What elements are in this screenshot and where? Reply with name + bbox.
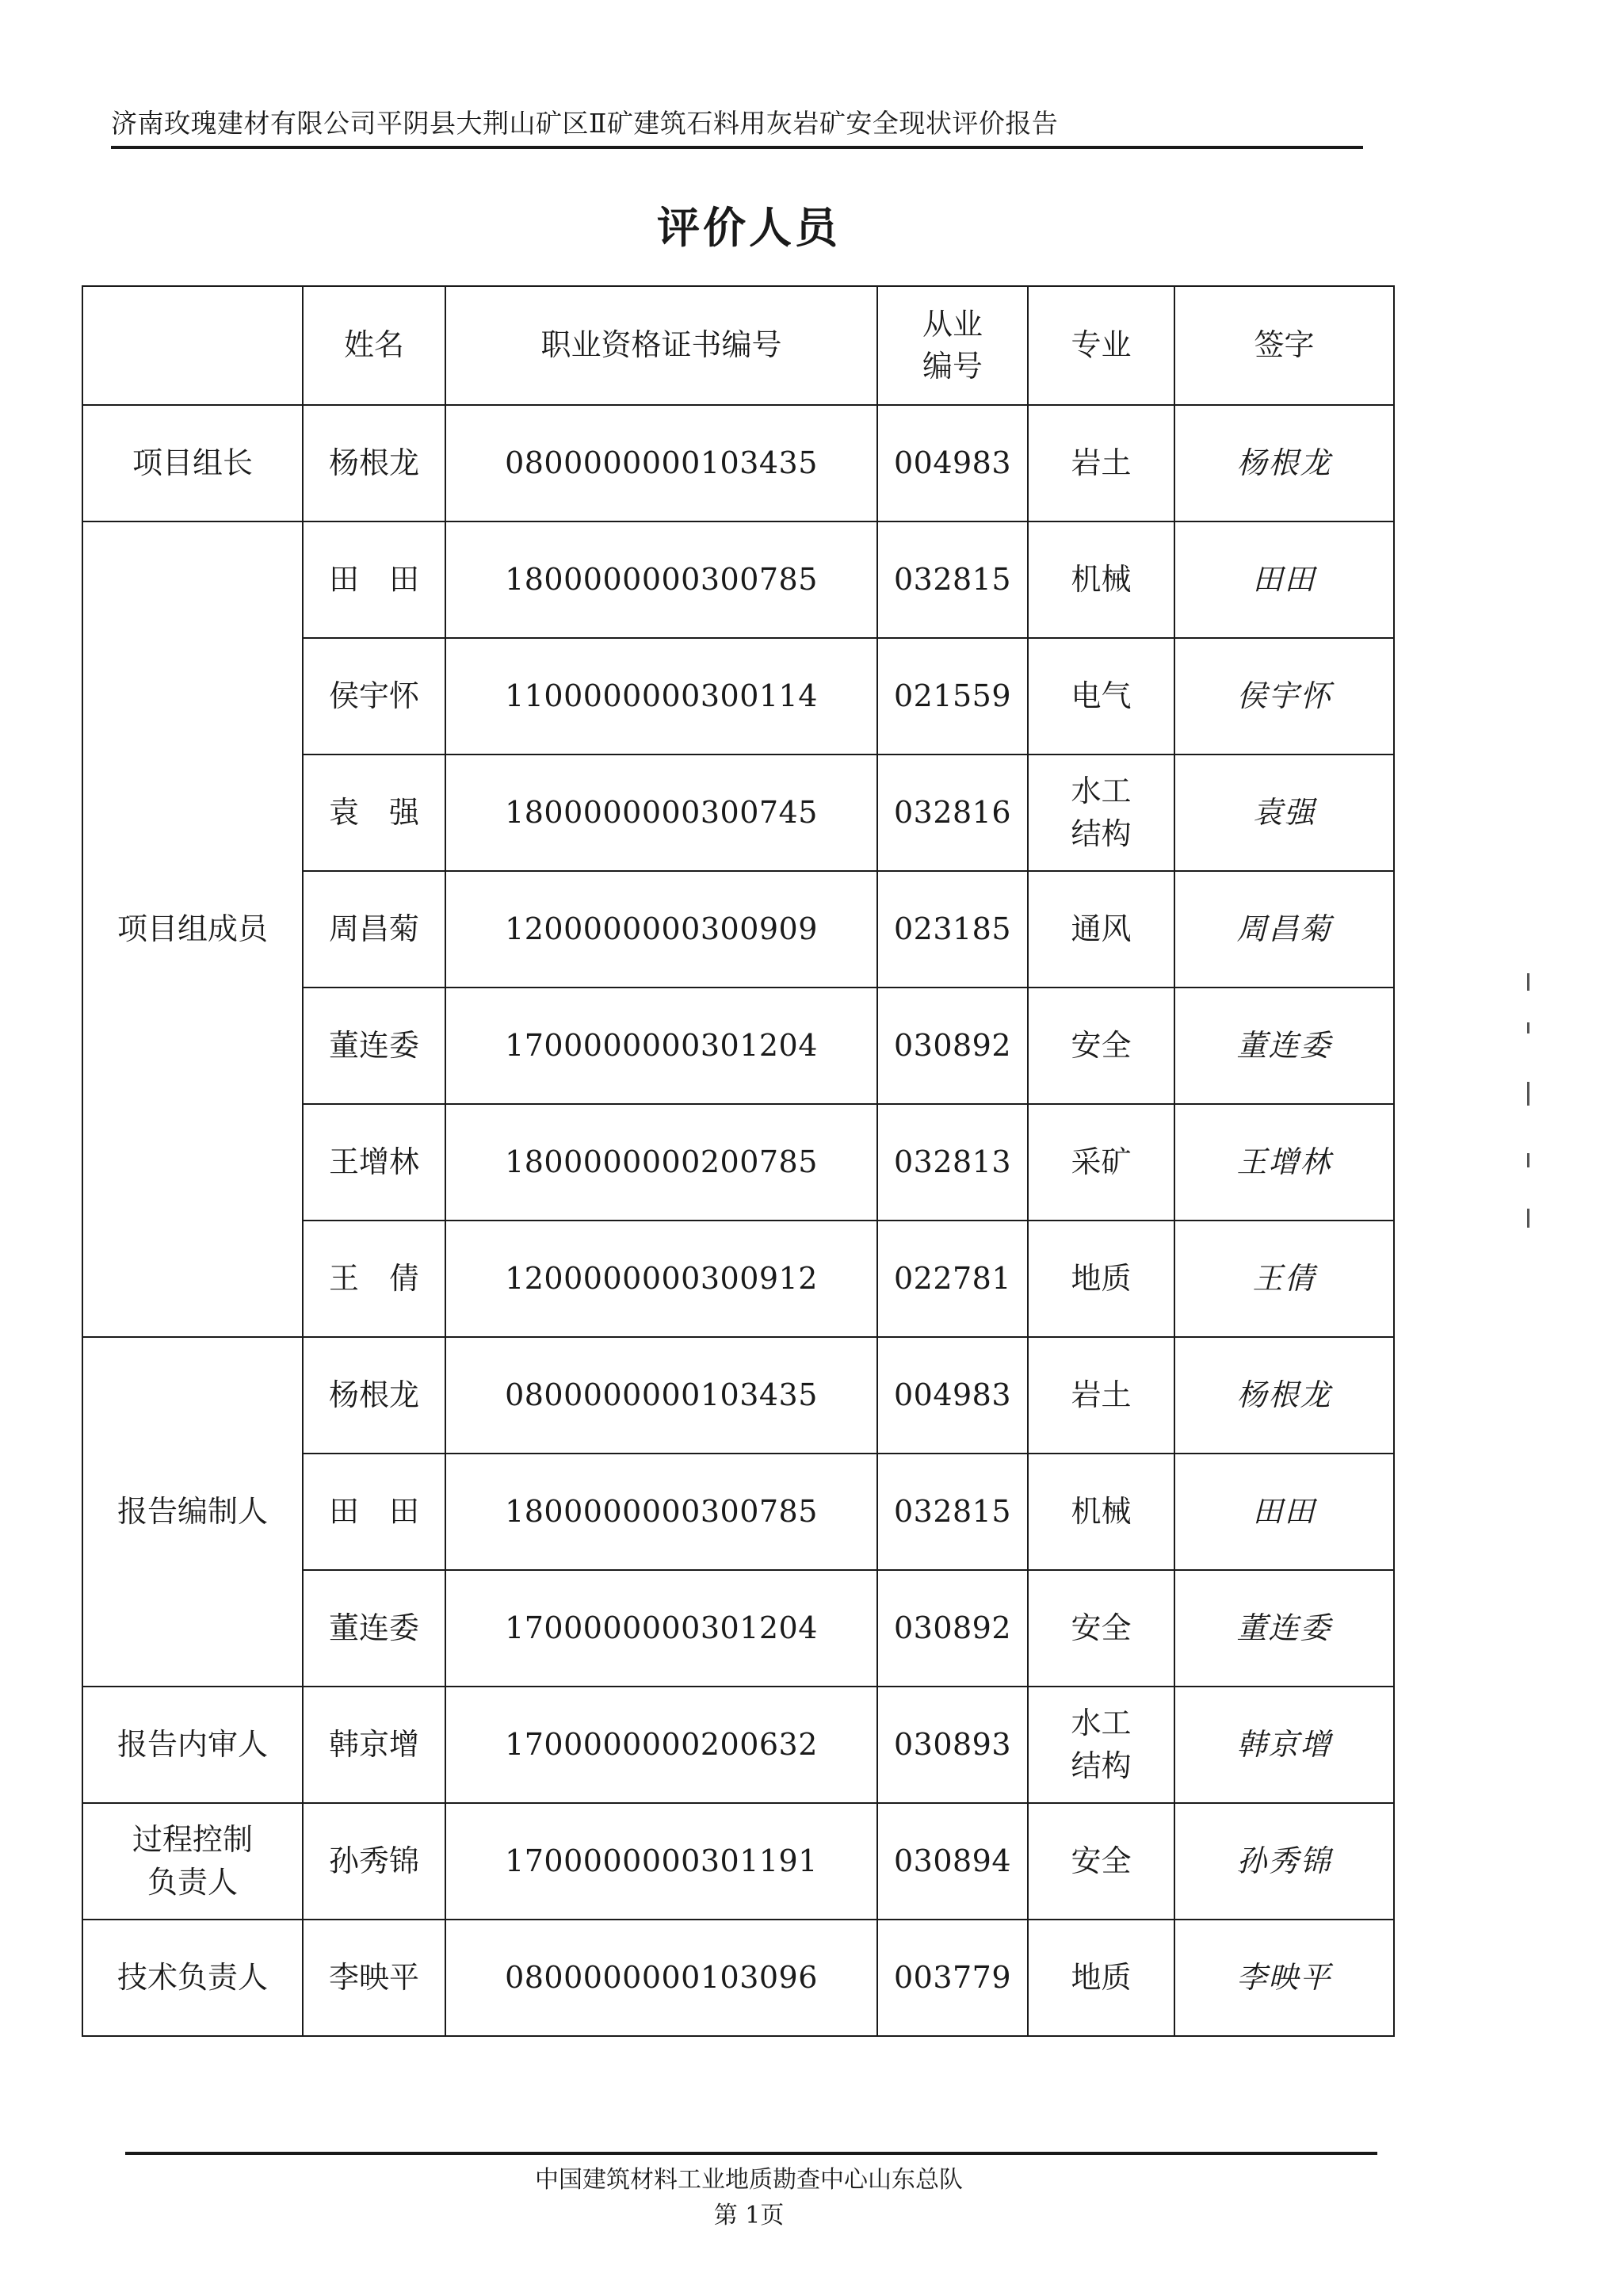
cert-number-cell: 0800000000103096: [445, 1920, 877, 2036]
name-cell: 王增林: [303, 1104, 445, 1221]
signature-cell: 孙秀锦: [1174, 1803, 1394, 1920]
cert-number-cell: 1100000000300114: [445, 638, 877, 755]
practice-number-cell: 030893: [877, 1687, 1028, 1803]
scan-edge-mark: [1527, 1153, 1529, 1167]
practice-number-cell: 023185: [877, 871, 1028, 988]
specialty-cell: 水工 结构: [1028, 1687, 1174, 1803]
name-cell: 董连委: [303, 1570, 445, 1687]
cert-number-cell: 0800000000103435: [445, 405, 877, 521]
practice-number-cell: 030892: [877, 988, 1028, 1104]
cert-number-cell: 1200000000300909: [445, 871, 877, 988]
scan-edge-mark: [1527, 1209, 1529, 1228]
specialty-cell: 岩土: [1028, 405, 1174, 521]
practice-number-cell: 032815: [877, 1454, 1028, 1570]
specialty-cell: 通风: [1028, 871, 1174, 988]
specialty-cell: 安全: [1028, 1803, 1174, 1920]
header-signature: 签字: [1174, 286, 1394, 405]
cert-number-cell: 1700000000301204: [445, 1570, 877, 1687]
scan-edge-mark: [1527, 973, 1529, 991]
specialty-cell: 水工 结构: [1028, 755, 1174, 871]
role-cell: 报告内审人: [82, 1687, 303, 1803]
name-cell: 侯宇怀: [303, 638, 445, 755]
signature-cell: 王增林: [1174, 1104, 1394, 1221]
table-row: [82, 521, 1394, 638]
signature-cell: 董连委: [1174, 1570, 1394, 1687]
practice-number-cell: 004983: [877, 1337, 1028, 1454]
header-name: 姓名: [303, 286, 445, 405]
specialty-cell: 安全: [1028, 988, 1174, 1104]
signature-cell: 李映平: [1174, 1920, 1394, 2036]
signature-cell: 杨根龙: [1174, 1337, 1394, 1454]
role-cell: 项目组长: [82, 405, 303, 521]
footer-page-number: 第 1页: [713, 2202, 785, 2229]
practice-number-cell: 030892: [877, 1570, 1028, 1687]
scan-edge-mark: [1527, 1022, 1529, 1033]
header-blank-cell: [82, 286, 303, 405]
table-row: [82, 1337, 1394, 1454]
signature-cell: 董连委: [1174, 988, 1394, 1104]
cert-number-cell: 1700000000200632: [445, 1687, 877, 1803]
practice-number-cell: 032815: [877, 521, 1028, 638]
role-cell: 技术负责人: [82, 1920, 303, 2036]
practice-number-cell: 004983: [877, 405, 1028, 521]
signature-cell: 田田: [1174, 521, 1394, 638]
signature-cell: 周昌菊: [1174, 871, 1394, 988]
practice-number-cell: 021559: [877, 638, 1028, 755]
header-specialty: 专业: [1028, 286, 1174, 405]
name-cell: 周昌菊: [303, 871, 445, 988]
specialty-cell: 机械: [1028, 521, 1174, 638]
specialty-cell: 地质: [1028, 1920, 1174, 2036]
signature-cell: 王倩: [1174, 1221, 1394, 1337]
practice-number-cell: 032813: [877, 1104, 1028, 1221]
cert-number-cell: 1700000000301204: [445, 988, 877, 1104]
table-row: [82, 1920, 1394, 2036]
signature-cell: 袁强: [1174, 755, 1394, 871]
signature-cell: 杨根龙: [1174, 405, 1394, 521]
scan-edge-mark: [1527, 1082, 1529, 1106]
page-title: 评价人员: [657, 202, 841, 253]
signature-cell: 侯宇怀: [1174, 638, 1394, 755]
table-row: [82, 1803, 1394, 1920]
specialty-cell: 岩土: [1028, 1337, 1174, 1454]
signature-cell: 韩京增: [1174, 1687, 1394, 1803]
name-cell: 杨根龙: [303, 405, 445, 521]
header-practice-number: 从业 编号: [877, 286, 1028, 405]
cert-number-cell: 1800000000300745: [445, 755, 877, 871]
header-cert-number: 职业资格证书编号: [445, 286, 877, 405]
specialty-cell: 地质: [1028, 1221, 1174, 1337]
practice-number-cell: 003779: [877, 1920, 1028, 2036]
role-cell: 项目组成员: [82, 521, 303, 1337]
cert-number-cell: 1800000000300785: [445, 521, 877, 638]
header-rule: [111, 146, 1363, 149]
cert-number-cell: 1800000000300785: [445, 1454, 877, 1570]
name-cell: 李映平: [303, 1920, 445, 2036]
name-cell: 田 田: [303, 1454, 445, 1570]
specialty-cell: 采矿: [1028, 1104, 1174, 1221]
table-header-row: [82, 286, 1394, 405]
signature-cell: 田田: [1174, 1454, 1394, 1570]
name-cell: 王 倩: [303, 1221, 445, 1337]
role-cell: 过程控制 负责人: [82, 1803, 303, 1920]
cert-number-cell: 0800000000103435: [445, 1337, 877, 1454]
role-cell: 报告编制人: [82, 1337, 303, 1687]
practice-number-cell: 030894: [877, 1803, 1028, 1920]
table-row: [82, 405, 1394, 521]
specialty-cell: 安全: [1028, 1570, 1174, 1687]
name-cell: 韩京增: [303, 1687, 445, 1803]
cert-number-cell: 1800000000200785: [445, 1104, 877, 1221]
name-cell: 杨根龙: [303, 1337, 445, 1454]
staff-table: [82, 285, 1395, 2037]
report-header-title: 济南玫瑰建材有限公司平阴县大荆山矿区Ⅱ矿建筑石料用灰岩矿安全现状评价报告: [111, 108, 1059, 139]
practice-number-cell: 032816: [877, 755, 1028, 871]
footer-rule: [125, 2152, 1377, 2155]
specialty-cell: 电气: [1028, 638, 1174, 755]
specialty-cell: 机械: [1028, 1454, 1174, 1570]
name-cell: 孙秀锦: [303, 1803, 445, 1920]
name-cell: 袁 强: [303, 755, 445, 871]
footer-organization: 中国建筑材料工业地质勘查中心山东总队: [535, 2166, 963, 2194]
cert-number-cell: 1200000000300912: [445, 1221, 877, 1337]
name-cell: 田 田: [303, 521, 445, 638]
name-cell: 董连委: [303, 988, 445, 1104]
table-row: [82, 1687, 1394, 1803]
cert-number-cell: 1700000000301191: [445, 1803, 877, 1920]
practice-number-cell: 022781: [877, 1221, 1028, 1337]
